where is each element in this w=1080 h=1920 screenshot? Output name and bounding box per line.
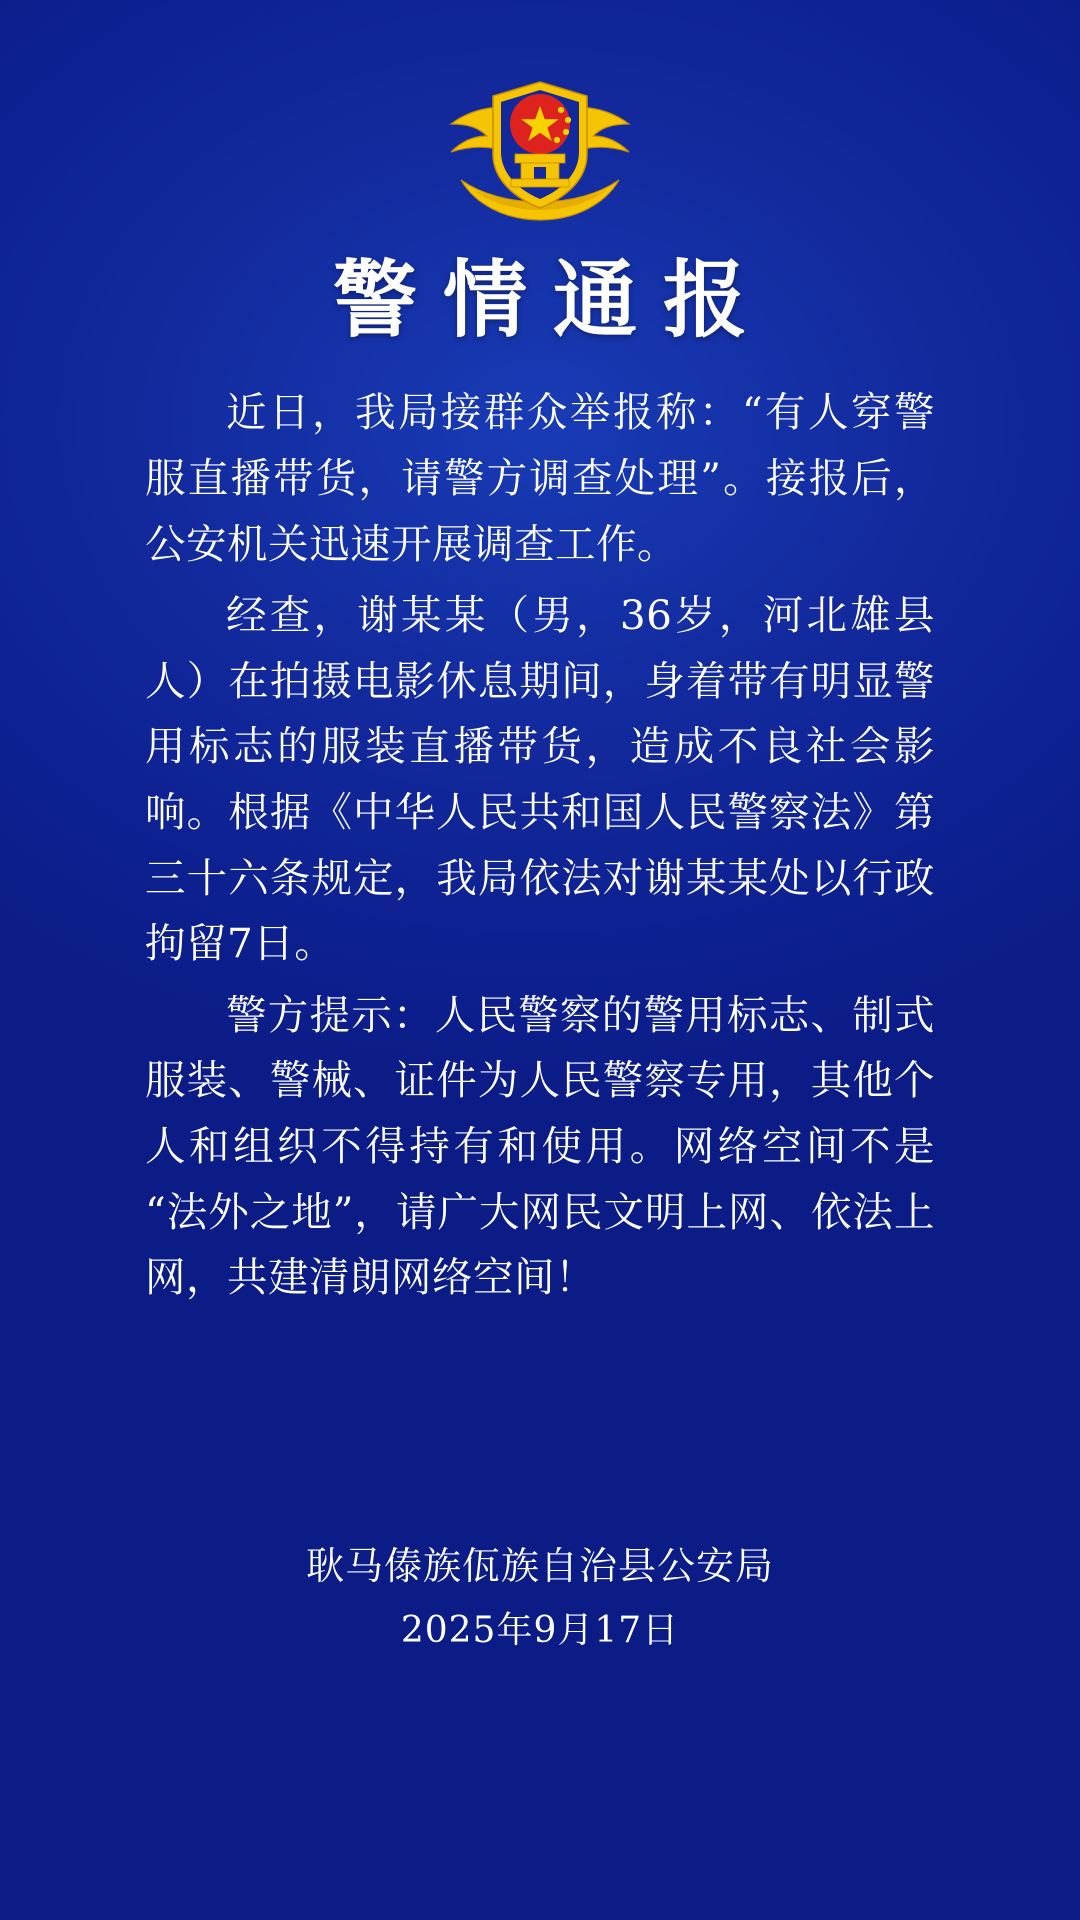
china-police-badge-icon [435,62,645,230]
signature-block [0,1533,1080,1663]
notice-paragraph: 警方提示：人民警察的警用标志、制式服装、警械、证件为人民警察专用，其他个人和组织不得持有和使用。网络空间不是“法外之地”，请广大网民文明上网、依法上网，共建清朗网络空间！ [145,990,935,1302]
page-title: 警情通报 [332,250,773,349]
issue-date: 2025年9月17日 [400,1610,680,1651]
notice-paragraph: 近日，我局接群众举报称：“有人穿警服直播带货，请警方调查处理”。接报后，公安机关迅速开展调查工作。 [145,388,935,568]
issuing-organization: 耿马傣族佤族自治县公安局 [305,1543,774,1588]
notice-body [145,380,935,1317]
notice-paragraph: 经查，谢某某（男，36岁，河北雄县人）在拍摄电影休息期间，身着带有明显警用标志的服装直播带货，造成不良社会影响。根据《中华人民共和国人民警察法》第三十六条规定，我局依法对谢某某处以行政拘留7日。 [145,591,935,968]
